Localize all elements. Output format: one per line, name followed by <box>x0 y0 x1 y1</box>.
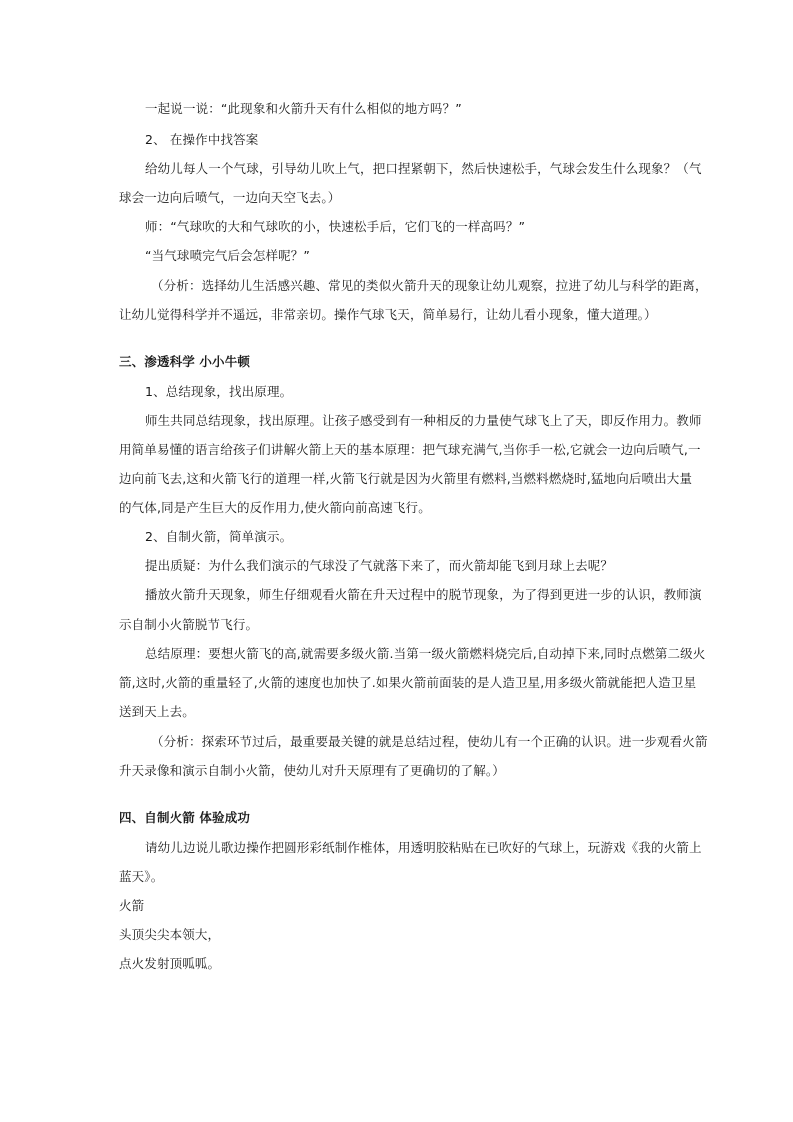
paragraph-line: 示自制小火箭脱节飞行。 <box>119 617 259 632</box>
analysis-note: （分析：探索环节过后，最重要最关键的就是总结过程，使幼儿有一个正确的认识。进一步观看火箭 <box>151 734 708 749</box>
paragraph-line: 箭,这时,火箭的重量轻了,火箭的速度也加快了.如果火箭前面装的是人造卫星,用多级火箭就能把人造卫星 <box>119 675 697 690</box>
poem-title: 火箭 <box>119 898 145 913</box>
paragraph-line: 师生共同总结现象，找出原理。让孩子感受到有一种相反的力量使气球飞上了天，即反作用力。教师 <box>145 413 702 428</box>
subsection-heading: 1、总结现象，找出原理。 <box>145 384 293 399</box>
paragraph-line: 请幼儿边说儿歌边操作把圆形彩纸制作椎体，用透明胶粘贴在已吹好的气球上，玩游戏《我的火箭上 <box>145 840 702 855</box>
paragraph-line: “当气球喷完气后会怎样呢？” <box>145 248 311 263</box>
subsection-heading: 2、 在操作中找答案 <box>145 132 259 147</box>
analysis-note: 升天录像和演示自制小火箭，使幼儿对升天原理有了更确切的了解。） <box>119 763 505 778</box>
poem-line: 头顶尖尖本领大， <box>119 927 221 942</box>
analysis-note: 让幼儿觉得科学并不遥远，非常亲切。操作气球飞天，简单易行，让幼儿看小现象，懂大道理。） <box>119 307 657 322</box>
paragraph-line: 送到天上去。 <box>119 704 195 719</box>
paragraph-line: 师：“气球吹的大和气球吹的小，快速松手后，它们飞的一样高吗？” <box>145 219 526 234</box>
paragraph-line: 播放火箭升天现象，师生仔细观看火箭在升天过程中的脱节现象，为了得到更进一步的认识，教师演 <box>145 587 702 602</box>
paragraph-line: 用简单易懂的语言给孩子们讲解火箭上天的基本原理：把气球充满气,当你手一松,它就会一边向后喷气,一 <box>119 442 701 457</box>
section-heading: 三、渗透科学 小小牛顿 <box>119 354 251 369</box>
paragraph-line: 球会一边向后喷气，一边向天空飞去。） <box>119 190 341 205</box>
paragraph-line: 的气体,同是产生巨大的反作用力,使火箭向前高速飞行。 <box>119 500 431 515</box>
section-heading: 四、自制火箭 体验成功 <box>119 810 251 825</box>
paragraph-line: 一起说一说：“此现象和火箭升天有什么相似的地方吗？” <box>145 101 462 116</box>
paragraph-line: 提出质疑：为什么我们演示的气球没了气就落下来了，而火箭却能飞到月球上去呢？ <box>145 558 614 573</box>
analysis-note: （分析：选择幼儿生活感兴趣、常见的类似火箭升天的现象让幼儿观察，拉进了幼儿与科学的距离， <box>151 278 708 293</box>
paragraph-line: 总结原理：要想火箭飞的高,就需要多级火箭.当第一级火箭燃料烧完后,自动掉下来,同时点燃第二级火 <box>145 646 706 661</box>
paragraph-line: 给幼儿每人一个气球，引导幼儿吹上气，把口捏紧朝下，然后快速松手，气球会发生什么现象？（气 <box>145 161 702 176</box>
poem-line: 点火发射顶呱呱。 <box>119 956 221 971</box>
subsection-heading: 2、自制火箭，简单演示。 <box>145 529 293 544</box>
paragraph-line: 蓝天》。 <box>119 869 164 884</box>
paragraph-line: 边向前飞去,这和火箭飞行的道理一样,火箭飞行就是因为火箭里有燃料,当燃料燃烧时,猛地向后喷出大量 <box>119 471 693 486</box>
